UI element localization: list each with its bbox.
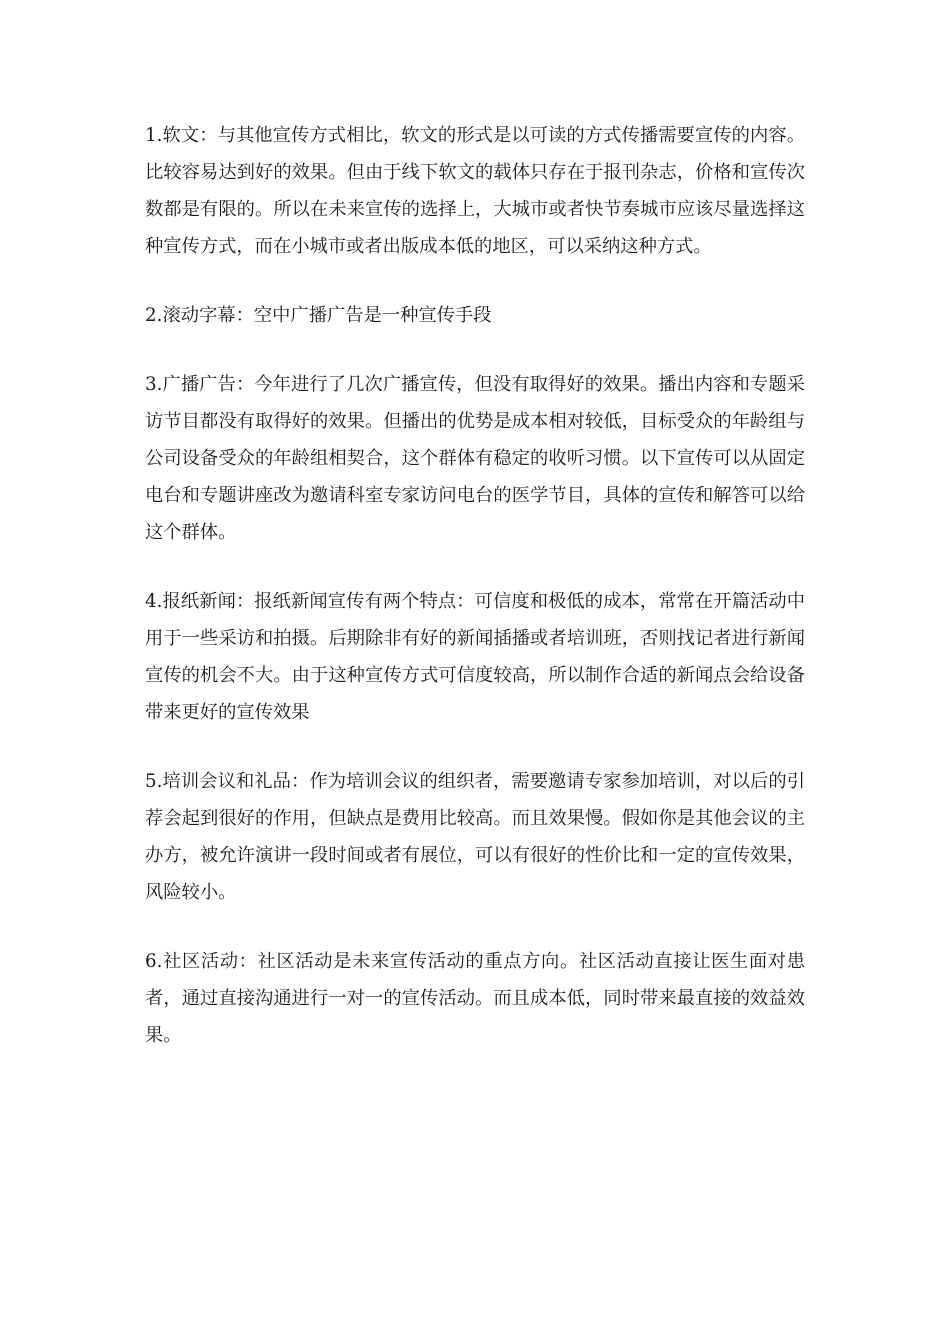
document-body: [145, 117, 805, 1086]
paragraph-community-activity: 6.社区活动：社区活动是未来宣传活动的重点方向。社区活动直接让医生面对患者，通过直接沟通进行一对一的宣传活动。而且成本低，同时带来最直接的效益效果。: [145, 951, 805, 1046]
paragraph-scrolling-caption: 2.滚动字幕：空中广播广告是一种宣传手段: [145, 305, 492, 326]
paragraph-training-gifts: 5.培训会议和礼品：作为培训会议的组织者，需要邀请专家参加培训，对以后的引荐会起到很好的作用，但缺点是费用比较高。而且效果慢。假如你是其他会议的主办方，被允许演讲一段时间或者有展位，可以有很好的性价比和一定的宣传效果，风险较小。: [145, 771, 805, 903]
paragraph-soft-article: 1.软文：与其他宣传方式相比，软文的形式是以可读的方式传播需要宣传的内容。比较容易达到好的效果。但由于线下软文的载体只存在于报刊杂志，价格和宣传次数都是有限的。所以在未来宣传的选择上，大城市或者快节奏城市应该尽量选择这种宣传方式，而在小城市或者出版成本低的地区，可以采纳这种方式。: [145, 125, 805, 257]
paragraph-radio-ads: 3.广播广告：今年进行了几次广播宣传，但没有取得好的效果。播出内容和专题采访节目都没有取得好的效果。但播出的优势是成本相对较低，目标受众的年龄组与公司设备受众的年龄组相契合，这个群体有稳定的收听习惯。以下宣传可以从固定电台和专题讲座改为邀请科室专家访问电台的医学节目，具体的宣传和解答可以给这个群体。: [145, 374, 805, 543]
paragraph-newspaper-news: 4.报纸新闻：报纸新闻宣传有两个特点：可信度和极低的成本，常常在开篇活动中用于一些采访和拍摄。后期除非有好的新闻插播或者培训班，否则找记者进行新闻宣传的机会不大。由于这种宣传方式可信度较高，所以制作合适的新闻点会给设备带来更好的宣传效果: [145, 591, 805, 723]
